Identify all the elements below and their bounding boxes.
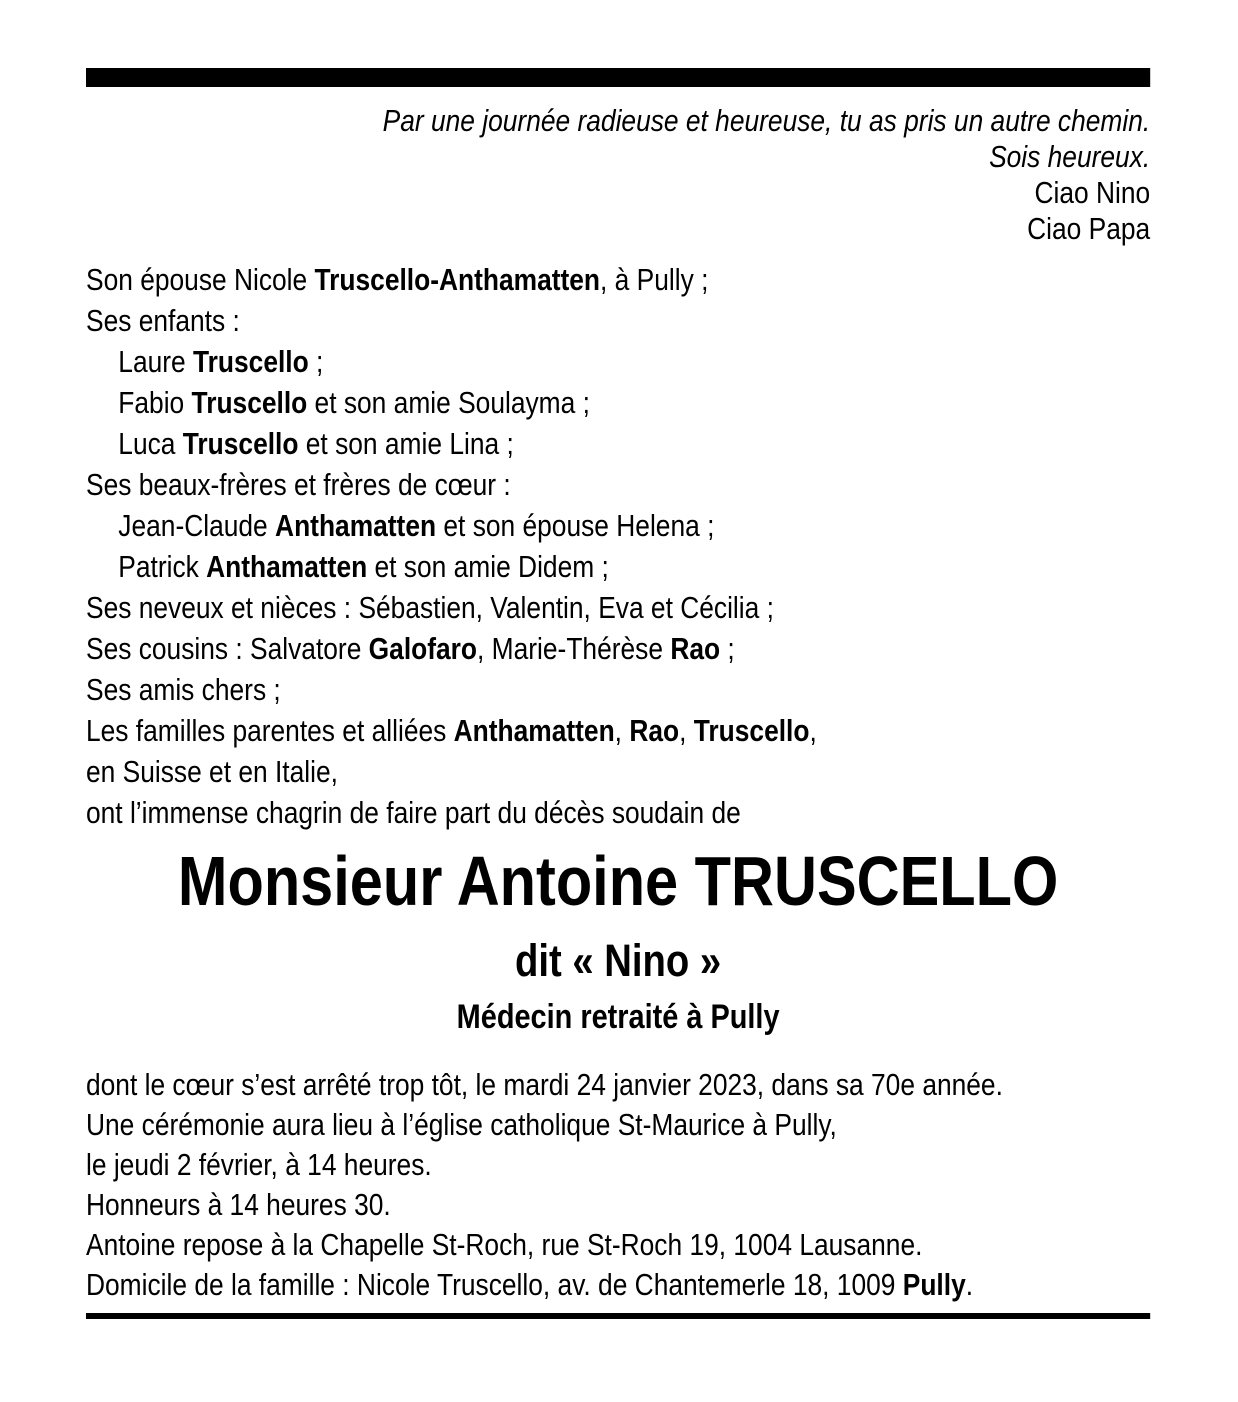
text-segment: Ses beaux-frères et frères de cœur :: [86, 467, 511, 502]
text-segment: le jeudi 2 février, à 14 heures.: [86, 1147, 432, 1182]
text-segment: Laure: [118, 344, 194, 379]
text-segment: Ses enfants :: [86, 303, 240, 338]
text-segment: Par une journée radieuse et heureuse, tu as pris un autre chemin.: [382, 103, 1151, 138]
text-segment: , à Pully ;: [600, 262, 709, 297]
text-segment: Antoine repose à la Chapelle St-Roch, rue St-Roch 19, 1004 Lausanne.: [86, 1227, 923, 1262]
obituary-content: [86, 0, 1150, 1319]
family-line: [86, 382, 1150, 423]
text-segment: Ses cousins : Salvatore: [86, 631, 369, 666]
text-segment: Sois heureux.: [989, 139, 1151, 174]
bold-name-segment: Anthamatten: [275, 508, 437, 543]
text-segment: , Marie-Thérèse: [477, 631, 671, 666]
family-line: [86, 505, 1150, 546]
family-line: [86, 259, 1150, 300]
epigraph-line: [86, 175, 1150, 211]
family-line: [86, 587, 1150, 628]
text-segment: Ciao Papa: [1027, 211, 1151, 246]
epigraph: [86, 103, 1150, 247]
epigraph-line: [86, 211, 1150, 247]
text-segment: Jean-Claude: [118, 508, 276, 543]
text-segment: ;: [308, 344, 324, 379]
deceased-name: Monsieur Antoine TRUSCELLO: [177, 842, 1059, 920]
bold-name-segment: Galofaro: [368, 631, 478, 666]
text-segment: Domicile de la famille : Nicole Truscello, av. de Chantemerle 18, 1009: [86, 1267, 903, 1302]
family-line: [86, 628, 1150, 669]
text-segment: et son amie Soulayma ;: [307, 385, 590, 420]
text-segment: ,: [614, 713, 630, 748]
text-segment: Une cérémonie aura lieu à l’église catholique St-Maurice à Pully,: [86, 1107, 837, 1142]
family-line: [86, 423, 1150, 464]
text-segment: et son amie Didem ;: [367, 549, 609, 584]
detail-line: [86, 1185, 1150, 1225]
text-segment: Les familles parentes et alliées: [86, 713, 454, 748]
bold-name-segment: Anthamatten: [453, 713, 615, 748]
detail-line: [86, 1145, 1150, 1185]
family-list: [86, 259, 1150, 833]
bold-name-segment: Truscello-Anthamatten: [314, 262, 601, 297]
text-segment: Fabio: [118, 385, 192, 420]
family-line: [86, 669, 1150, 710]
family-line: [86, 751, 1150, 792]
bold-name-segment: Truscello: [693, 713, 810, 748]
deceased-alias: dit « Nino »: [515, 935, 722, 986]
bold-name-segment: Truscello: [182, 426, 299, 461]
bold-name-segment: Truscello: [193, 344, 309, 379]
text-segment: ,: [679, 713, 694, 748]
family-line: [86, 300, 1150, 341]
family-line: [86, 546, 1150, 587]
detail-line: [86, 1065, 1150, 1105]
text-segment: en Suisse et en Italie,: [86, 754, 338, 789]
text-segment: dont le cœur s’est arrêté trop tôt, le mardi 24 janvier 2023, dans sa 70e année.: [86, 1067, 1003, 1102]
text-segment: Son épouse Nicole: [86, 262, 315, 297]
detail-line: [86, 1265, 1150, 1305]
bottom-rule-bar: [86, 1313, 1150, 1319]
family-line: [86, 341, 1150, 382]
epigraph-line: [86, 139, 1150, 175]
top-rule-bar: [86, 68, 1150, 87]
family-line: [86, 792, 1150, 833]
ceremony-details: [86, 1065, 1150, 1305]
text-segment: ont l’immense chagrin de faire part du décès soudain de: [86, 795, 741, 830]
deceased-block: [86, 842, 1150, 1036]
text-segment: Luca: [118, 426, 183, 461]
bold-name-segment: Truscello: [191, 385, 308, 420]
detail-line: [86, 1105, 1150, 1145]
bold-name-segment: Anthamatten: [206, 549, 368, 584]
text-segment: ,: [809, 713, 817, 748]
text-segment: et son amie Lina ;: [298, 426, 514, 461]
deceased-profession: Médecin retraité à Pully: [456, 998, 780, 1036]
bold-name-segment: Rao: [629, 713, 680, 748]
text-segment: Ses neveux et nièces : Sébastien, Valentin, Eva et Cécilia ;: [86, 590, 774, 625]
bold-name-segment: Rao: [670, 631, 721, 666]
text-segment: Ses amis chers ;: [86, 672, 281, 707]
family-line: [86, 464, 1150, 505]
text-segment: Ciao Nino: [1034, 175, 1151, 210]
epigraph-line: [86, 103, 1150, 139]
text-segment: Honneurs à 14 heures 30.: [86, 1187, 391, 1222]
detail-line: [86, 1225, 1150, 1265]
text-segment: ;: [720, 631, 735, 666]
text-segment: et son épouse Helena ;: [436, 508, 715, 543]
text-segment: Patrick: [118, 549, 207, 584]
family-line: [86, 710, 1150, 751]
bold-name-segment: Pully: [902, 1267, 966, 1302]
text-segment: .: [965, 1267, 974, 1302]
